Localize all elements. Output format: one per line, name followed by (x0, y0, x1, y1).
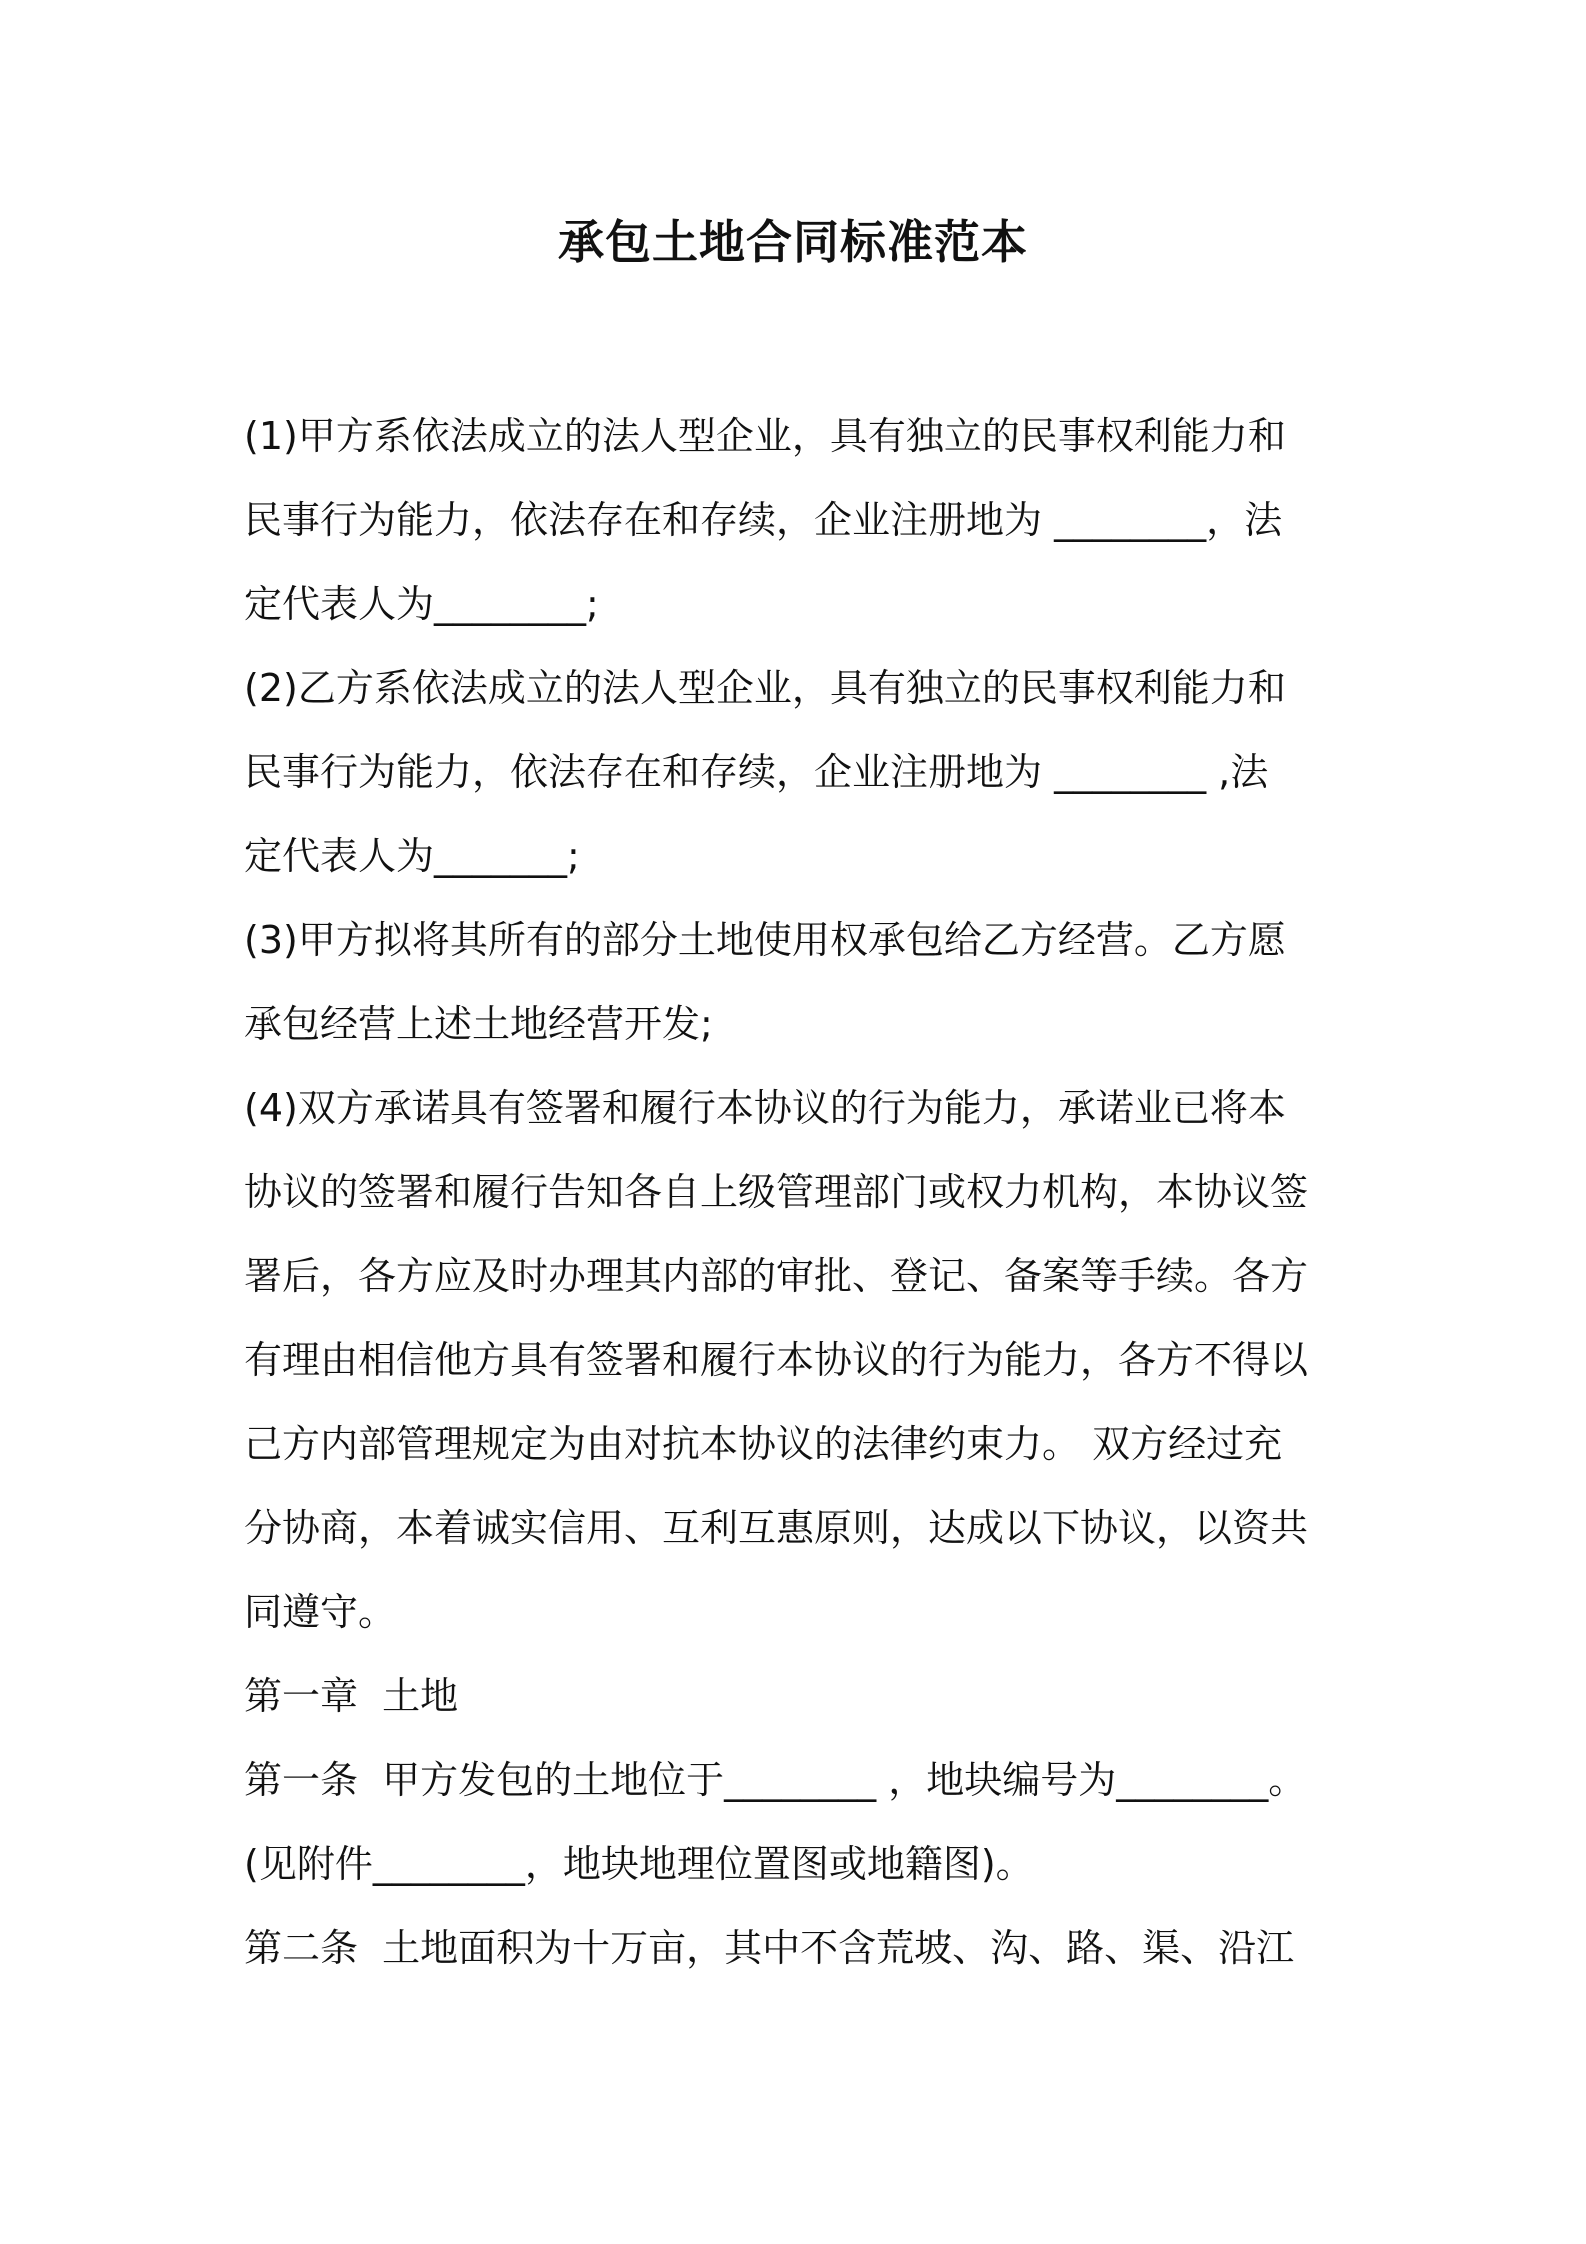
text-line: 定代表人为_______; (244, 834, 580, 878)
text-line: 承包经营上述土地经营开发; (244, 1002, 713, 1046)
text-line: (3)甲方拟将其所有的部分土地使用权承包给乙方经营。乙方愿 (244, 918, 1286, 962)
text-line: (见附件________，地块地理位置图或地籍图)。 (244, 1842, 1034, 1886)
text-line: 定代表人为________; (244, 582, 599, 626)
document-title: 承包土地合同标准范本 (558, 215, 1028, 269)
text-line: (2)乙方系依法成立的法人型企业，具有独立的民事权利能力和 (244, 666, 1286, 710)
chapter-heading: 第一章 土地 (244, 1674, 459, 1718)
text-line: 民事行为能力，依法存在和存续，企业注册地为 ________，法 (244, 498, 1283, 542)
text-line: 署后，各方应及时办理其内部的审批、登记、备案等手续。各方 (244, 1254, 1309, 1298)
text-line: 第一条 甲方发包的土地位于________ ，地块编号为________。 (244, 1758, 1307, 1802)
text-line: 第二条 土地面积为十万亩，其中不含荒坡、沟、路、渠、沿江 (244, 1926, 1295, 1970)
text-line: 己方内部管理规定为由对抗本协议的法律约束力。 双方经过充 (244, 1422, 1283, 1466)
text-line: 协议的签署和履行告知各自上级管理部门或权力机构，本协议签 (244, 1170, 1309, 1214)
text-line: 同遵守。 (244, 1590, 397, 1634)
text-line: 分协商，本着诚实信用、互利互惠原则，达成以下协议，以资共 (244, 1506, 1309, 1550)
text-line: 民事行为能力，依法存在和存续，企业注册地为 ________ ,法 (244, 750, 1269, 794)
text-line: (1)甲方系依法成立的法人型企业，具有独立的民事权利能力和 (244, 414, 1286, 458)
text-line: (4)双方承诺具有签署和履行本协议的行为能力，承诺业已将本 (244, 1086, 1286, 1130)
text-line: 有理由相信他方具有签署和履行本协议的行为能力，各方不得以 (244, 1338, 1309, 1382)
